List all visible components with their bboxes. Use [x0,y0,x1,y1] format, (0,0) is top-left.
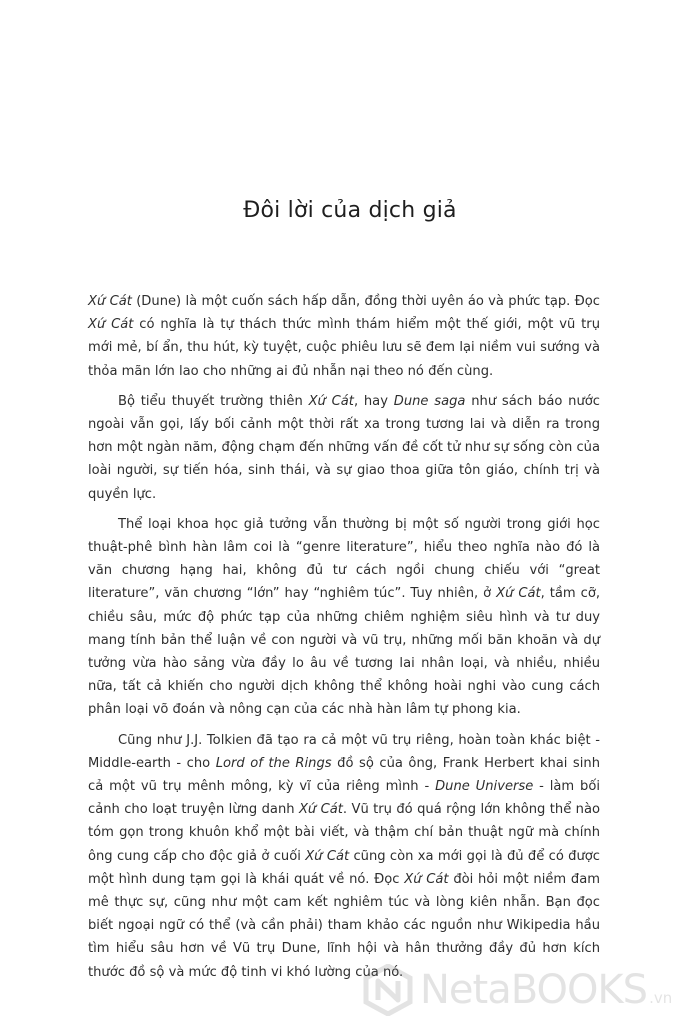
text-run: như sách báo nước ngoài vẫn gọi, lấy bối cảnh một thời rất xa trong tương lai và diễn ra trong hơn một ngàn năm, động chạm đến những vấn đề cốt tử như sự sống còn của loài người, sự tiến hóa, sinh thái, và sự giao thoa giữa tôn giáo, chính trị và quyền lực. [88,393,600,502]
paragraph-1 [88,290,600,383]
text-run: Cũng như J.J. Tolkien đã tạo ra cả một vũ trụ riêng, hoàn toàn khác biệt - Middle-earth - cho [88,732,600,771]
italic-title-run: Dune saga [393,393,466,409]
netabooks-watermark [362,960,692,1020]
text-run: - làm bối cảnh cho loạt truyện lừng danh [88,779,600,818]
text-run: có nghĩa là tự thách thức mình thám hiểm một thế giới, một vũ trụ mới mẻ, bí ẩn, thu hút, kỳ tuyệt, cuộc phiêu lưu sẽ đem lại niềm vui sướng và thỏa mãn lớn lao cho những ai đủ nhẫn nại theo nó đến cùng. [88,317,600,379]
text-run: đòi hỏi một niềm đam mê thực sự, cũng như một cam kết nghiêm túc và lòng kiên nhẫn. Bạn đọc biết ngoại ngữ có thể (và cần phải) tham khảo các nguồn như Wikipedia hầu tìm hiểu sâu hơn về Vũ trụ Dune, lĩnh hội và hân thưởng đầy đủ hơn kích thước đồ sộ và mức độ tinh vi khó lường của nó. [88,871,600,980]
netabooks-logo-icon [362,964,414,1016]
italic-title-run: Xứ Cát [298,802,343,818]
text-run: đồ sộ của ông, Frank Herbert khai sinh cả một vũ trụ mênh mông, kỳ vĩ của riêng mình - [88,755,600,795]
text-run: Bộ tiểu thuyết trường thiên [118,393,309,409]
italic-title-run: Xứ Cát [404,871,449,887]
italic-title-run: Dune Universe [435,779,534,795]
paragraph-4 [88,729,600,984]
text-run: cũng còn xa mới gọi là đủ để có được một hình dung tạm gọi là khái quát về nó. Đọc [88,848,601,887]
watermark-text [420,967,673,1013]
italic-title-run: Xứ Cát [308,393,354,409]
paragraph-2 [88,390,600,506]
text-run: , hay [353,393,394,409]
watermark-suffix: .vn [649,989,673,1007]
text-run: . Vũ trụ đó quá rộng lớn không thể nào tóm gọn trong khuôn khổ một bài viết, và thậm chí bản thuật ngữ mà chính ông cung cấp cho độc giả ở cuối [88,802,600,864]
watermark-brand: NetaBOOKS [420,967,648,1013]
paragraph-3 [88,513,600,722]
text-run: Thể loại khoa học giả tưởng vẫn thường bị một số người trong giới học thuật-phê bình hàn lâm coi là “genre literature”, hiểu theo nghĩa nào đó là văn chương hạng hai, không đủ tư cách ngồi chung chiếu với “great literature”, văn chương “lớn” hay “nghiêm túc”. Tuy nhiên, ở [88,516,600,602]
body-text [88,290,600,991]
italic-title-run: Xứ Cát [88,317,134,333]
text-run: (Dune) là một cuốn sách hấp dẫn, đồng thời uyên áo và phức tạp. Đọc [131,294,600,309]
italic-title-run: Xứ Cát [305,848,350,864]
text-run: , tầm cỡ, chiều sâu, mức độ phức tạp của những chiêm nghiệm siêu hình và tư duy mang tính bản thể luận về con người và vũ trụ, những mối băn khoăn và dự tưởng vừa hào sảng vừa đầy lo âu về tương lai nhân loại, và nhiều, nhiều nữa, tất cả khiến cho người dịch không thể không hoài nghi vào cung cách phân loại võ đoán và nông cạn của các nhà hàn lâm tự phong kia. [88,586,601,718]
italic-title-run: Xứ Cát [496,586,541,602]
italic-title-run: Lord of the Rings [215,755,332,771]
italic-title-run: Xứ Cát [88,294,132,309]
page-title: Đôi lời của dịch giả [243,197,457,223]
